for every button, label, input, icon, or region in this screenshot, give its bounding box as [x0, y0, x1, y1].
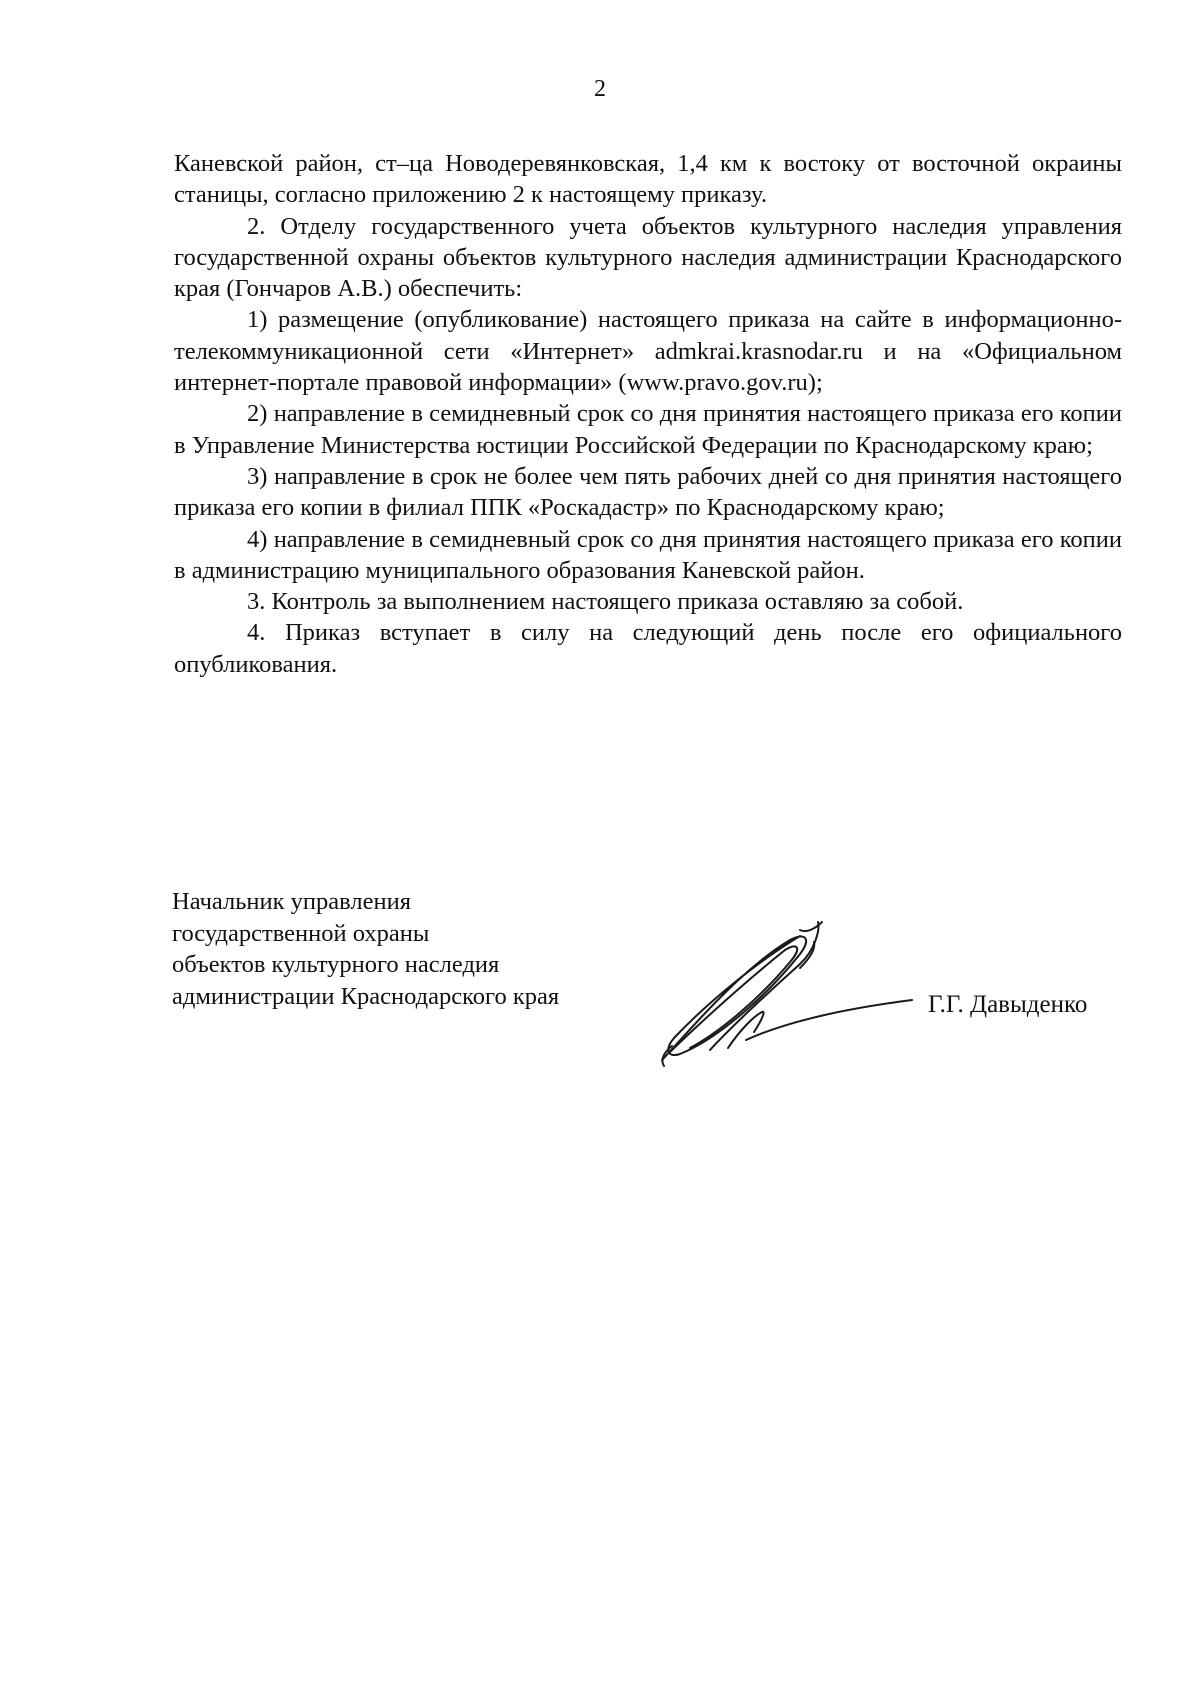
paragraph-subitem-3: 3) направление в срок не более чем пять рабочих дней со дня принятия настоящего приказа его копии в филиал ППК «Роскадастр» по Краснодарскому краю; — [174, 462, 1122, 522]
paragraph-subitem-1: 1) размещение (опубликование) настоящего приказа на сайте в информационно-телекоммуникационной сети «Интернет» admkrai.krasnodar.ru и на «Официальном интернет-портале правовой информации» (www.pravo.gov.ru); — [174, 306, 1122, 397]
signatory-title-line: объектов культурного наследия — [172, 951, 500, 978]
signatory-title — [172, 886, 559, 1012]
signatory-title-line: Начальник управления — [172, 888, 411, 915]
paragraph-continuation: Каневской район, ст–ца Новодеревянковская, 1,4 км к востоку от восточной окраины станицы, согласно приложению 2 к настоящему приказу. — [174, 150, 1122, 209]
paragraph-subitem-2: 2) направление в семидневный срок со дня принятия настоящего приказа его копии в Управление Министерства юстиции Российской Федерации по Краснодарскому краю; — [174, 400, 1122, 459]
paragraph-item-2: 2. Отделу государственного учета объектов культурного наследия управления государственной охраны объектов культурного наследия администрации Краснодарского края (Гончаров А.В.) обеспечить: — [174, 212, 1122, 303]
page-number: 2 — [594, 76, 606, 102]
handwritten-signature — [650, 920, 920, 1070]
paragraph-item-3: 3. Контроль за выполнением настоящего приказа оставляю за собой. — [247, 588, 964, 616]
paragraph-subitem-4: 4) направление в семидневный срок со дня принятия настоящего приказа его копии в администрацию муниципального образования Каневской район. — [174, 525, 1122, 584]
signer-name: Г.Г. Давыденко — [928, 991, 1088, 1018]
document-body — [174, 148, 1122, 680]
paragraph-item-4: 4. Приказ вступает в силу на следующий день после его официального опубликования. — [174, 619, 1122, 678]
signatory-title-line: государственной охраны — [172, 919, 430, 947]
signatory-title-line: администрации Краснодарского края — [172, 982, 560, 1010]
